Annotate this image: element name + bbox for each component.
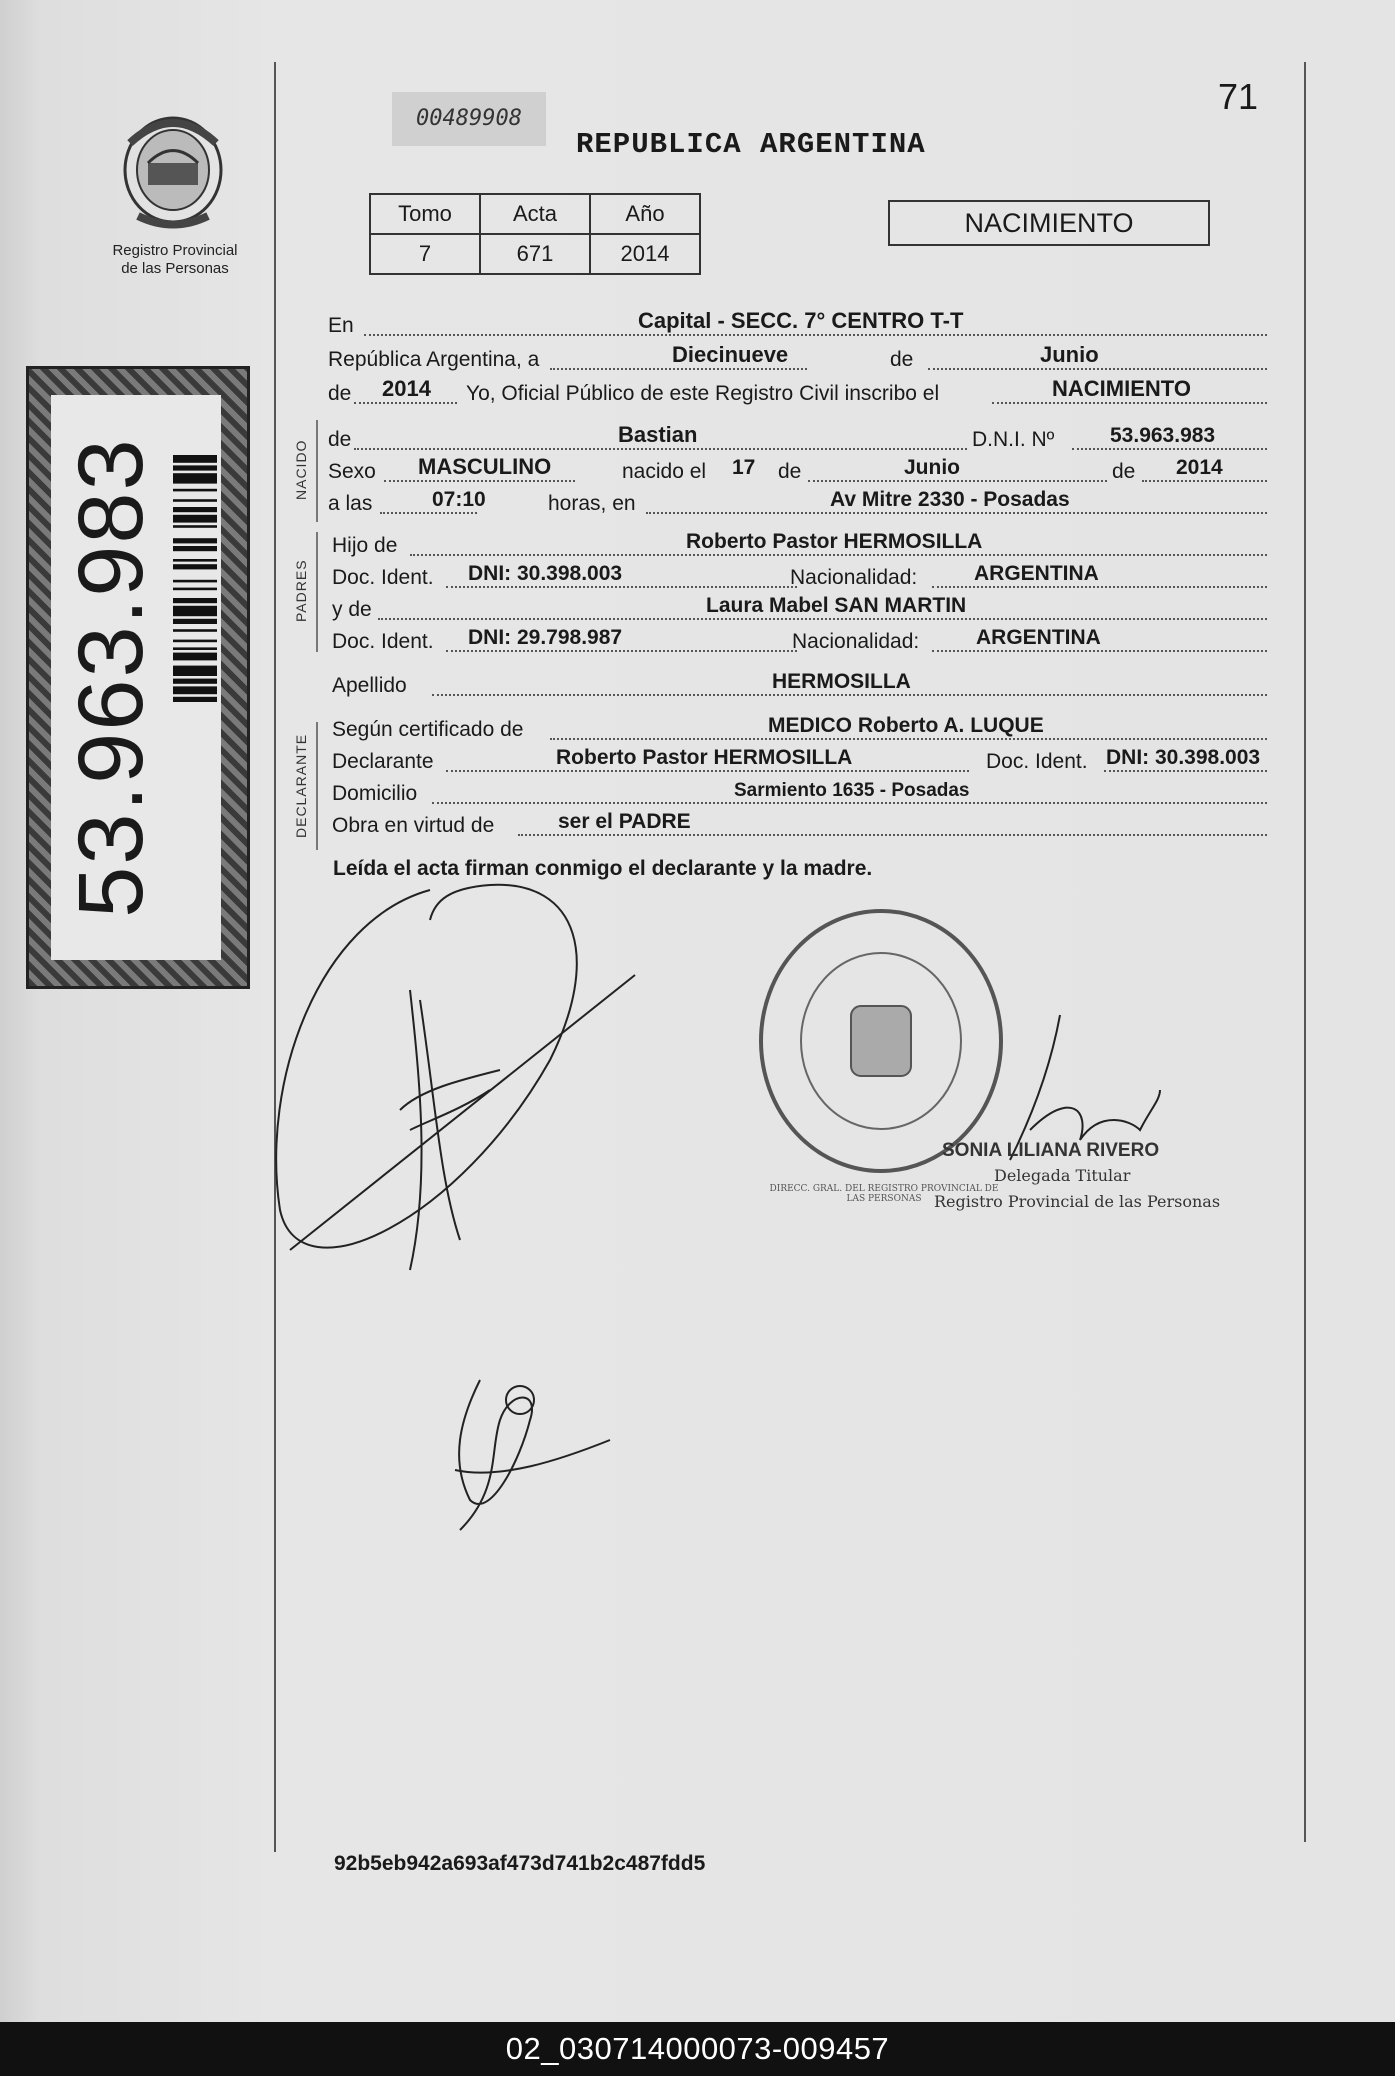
registry-value-ano: 2014	[590, 234, 700, 274]
declarant-signature	[260, 880, 640, 1300]
barcode-bar	[173, 559, 217, 562]
provincial-emblem-icon	[118, 108, 228, 238]
label-yo: Yo, Oficial Público de este Registro Civil inscribo el	[466, 382, 940, 405]
label-nacido-de: de	[328, 428, 352, 451]
barcode-bar	[173, 564, 217, 569]
value-birth-year: 2014	[1176, 456, 1223, 479]
page-number: 71	[1218, 76, 1259, 117]
value-declarante: Roberto Pastor HERMOSILLA	[556, 746, 853, 769]
registry-header-acta: Acta	[480, 194, 590, 234]
barcode-bar	[173, 455, 217, 463]
line-apellido	[328, 672, 1267, 702]
barcode-bar	[173, 465, 217, 470]
line-father-doc	[328, 564, 1267, 594]
barcode-bar	[173, 686, 217, 694]
line-nacido-sexo	[328, 454, 1267, 488]
barcode-bar	[173, 679, 217, 684]
value-sexo: MASCULINO	[418, 454, 552, 479]
barcode-bar	[173, 653, 217, 661]
value-child-name: Bastian	[618, 422, 698, 447]
label-nacido-el: nacido el	[622, 460, 707, 483]
label-de-year: de	[328, 382, 352, 405]
registry-value-acta: 671	[480, 234, 590, 274]
barcode-bar	[173, 473, 217, 483]
line-certificado	[328, 716, 1267, 746]
barcode-number: 53.963.983	[60, 437, 162, 918]
closing-statement: Leída el acta firman conmigo el declarante y la madre.	[333, 857, 873, 880]
official-stamp	[756, 906, 1006, 1176]
line-year	[328, 376, 1267, 410]
barcode-bar	[173, 499, 217, 502]
line-obra	[328, 812, 1267, 842]
padres-section-label: PADRES	[293, 559, 309, 622]
barcode-panel	[26, 366, 250, 989]
barcode-bar	[173, 507, 217, 512]
value-child-dni: 53.963.983	[1110, 424, 1216, 447]
label-nacionalidad-2: Nacionalidad:	[792, 630, 920, 653]
barcode-bar	[173, 647, 217, 650]
barcode-bars	[173, 455, 217, 885]
serial-number: 00489908	[392, 92, 546, 146]
value-apellido: HERMOSILLA	[772, 670, 911, 693]
label-doc-ident-2: Doc. Ident.	[332, 630, 434, 653]
label-de: de	[890, 348, 914, 371]
line-domicilio	[328, 780, 1267, 810]
value-month: Junio	[1040, 342, 1099, 367]
label-dni: D.N.I. Nº	[972, 428, 1055, 451]
value-birth-time: 07:10	[432, 488, 486, 511]
line-en	[328, 308, 1267, 342]
barcode-bar	[173, 588, 217, 591]
label-doc-ident-3: Doc. Ident.	[986, 750, 1088, 773]
official-title: Delegada Titular	[994, 1166, 1131, 1185]
line-nacido-name	[328, 422, 1267, 456]
value-father-nat: ARGENTINA	[974, 562, 1099, 585]
registry-header-ano: Año	[590, 194, 700, 234]
country-title: REPUBLICA ARGENTINA	[576, 128, 926, 161]
declarante-section-rule	[316, 722, 318, 850]
official-office: Registro Provincial de las Personas	[934, 1192, 1221, 1211]
registry-table	[369, 193, 701, 275]
padres-section-rule	[316, 532, 318, 652]
logo-caption: Registro Provincial de las Personas	[112, 242, 238, 277]
value-birth-place: Av Mitre 2330 - Posadas	[830, 488, 1070, 511]
label-apellido: Apellido	[332, 674, 407, 697]
label-certificado: Según certificado de	[332, 718, 524, 741]
label-nacionalidad: Nacionalidad:	[790, 566, 918, 589]
barcode-bar	[173, 598, 217, 603]
label-de-2: de	[778, 460, 802, 483]
mother-signature	[440, 1360, 620, 1540]
barcode-bar	[173, 525, 217, 528]
barcode-bar	[173, 580, 217, 583]
label-hijo-de: Hijo de	[332, 534, 398, 557]
value-father: Roberto Pastor HERMOSILLA	[686, 530, 983, 553]
declarante-section-label: DECLARANTE	[293, 733, 309, 838]
nacido-section-label: NACIDO	[293, 439, 309, 500]
label-de-3: de	[1112, 460, 1136, 483]
value-declarante-doc: DNI: 30.398.003	[1106, 746, 1261, 769]
value-year: 2014	[382, 376, 431, 401]
line-mother-doc	[328, 628, 1267, 658]
value-place: Capital - SECC. 7° CENTRO T-T	[638, 308, 964, 333]
value-mother-nat: ARGENTINA	[976, 626, 1101, 649]
document-hash: 92b5eb942a693af473d741b2c487fdd5	[334, 1852, 706, 1875]
label-a-las: a las	[328, 492, 373, 515]
label-y-de: y de	[332, 598, 372, 621]
footer-id: 02_030714000073-009457	[0, 2022, 1395, 2076]
line-y-de	[328, 596, 1267, 626]
label-obra: Obra en virtud de	[332, 814, 495, 837]
label-republica: República Argentina, a	[328, 348, 540, 371]
value-mother-doc: DNI: 29.798.987	[468, 626, 623, 649]
label-doc-ident: Doc. Ident.	[332, 566, 434, 589]
barcode-inner	[51, 395, 221, 960]
value-father-doc: DNI: 30.398.003	[468, 562, 623, 585]
label-declarante: Declarante	[332, 750, 434, 773]
line-declarante	[328, 748, 1267, 778]
barcode-bar	[173, 546, 217, 551]
label-horas: horas, en	[548, 492, 636, 515]
barcode-bar	[173, 697, 217, 702]
value-day: Diecinueve	[672, 342, 789, 367]
label-sexo: Sexo	[328, 460, 376, 483]
value-mother: Laura Mabel SAN MARTIN	[706, 594, 967, 617]
label-domicilio: Domicilio	[332, 782, 418, 805]
value-obra: ser el PADRE	[558, 810, 691, 833]
barcode-bar	[173, 515, 217, 523]
value-birth-month: Junio	[904, 456, 960, 479]
official-name: SONIA LILIANA RIVERO	[942, 1140, 1160, 1161]
line-nacido-hora	[328, 490, 1267, 520]
stamp-legend: DIRECC. GRAL. DEL REGISTRO PROVINCIAL DE LAS PERSONAS	[769, 1184, 999, 1204]
registry-header-tomo: Tomo	[370, 194, 480, 234]
value-inscription: NACIMIENTO	[1052, 376, 1191, 401]
record-type-box: NACIMIENTO	[888, 200, 1210, 246]
barcode-bar	[173, 489, 217, 492]
barcode-bar	[173, 629, 217, 632]
value-birth-day: 17	[732, 456, 756, 479]
value-domicilio: Sarmiento 1635 - Posadas	[734, 780, 970, 801]
line-republica	[328, 342, 1267, 376]
barcode-bar	[173, 619, 217, 624]
registry-value-tomo: 7	[370, 234, 480, 274]
barcode-bar	[173, 606, 217, 616]
barcode-bar	[173, 538, 217, 543]
barcode-bar	[173, 666, 217, 676]
value-certificado: MEDICO Roberto A. LUQUE	[768, 714, 1044, 737]
barcode-bar	[173, 640, 217, 643]
label-en: En	[328, 314, 354, 337]
nacido-section-rule	[316, 420, 318, 522]
line-hijo-de	[328, 532, 1267, 562]
right-margin-rule	[1304, 62, 1306, 1842]
